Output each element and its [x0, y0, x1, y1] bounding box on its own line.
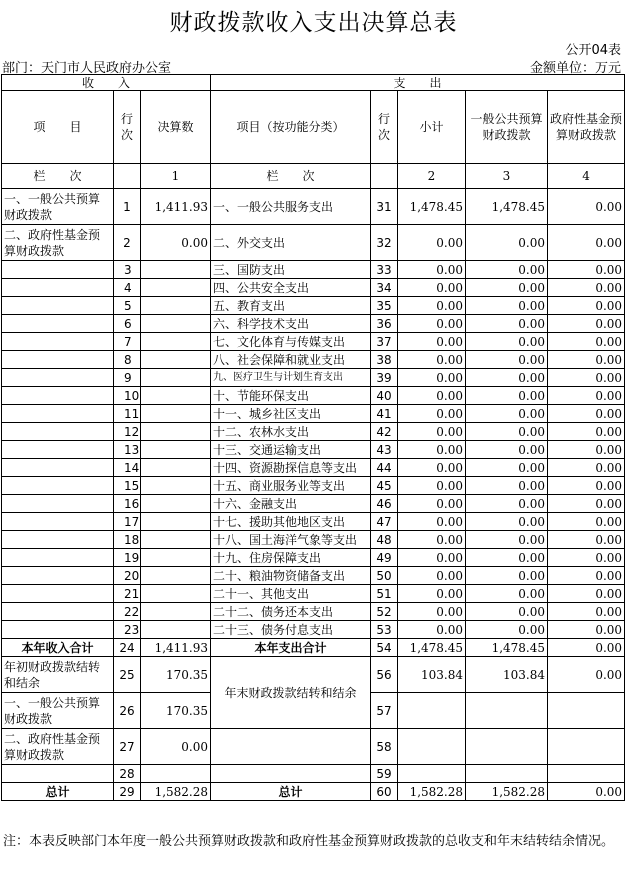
empty-cell	[141, 495, 211, 513]
expense-fund: 0.00	[548, 189, 625, 225]
income-no: 4	[114, 279, 141, 297]
empty-cell	[141, 441, 211, 459]
empty-cell	[2, 333, 114, 351]
expense-general: 0.00	[466, 315, 548, 333]
expense-fund: 0.00	[548, 441, 625, 459]
income-no: 1	[114, 189, 141, 225]
empty-cell	[141, 603, 211, 621]
grand-total-fund: 0.00	[548, 783, 625, 801]
expense-total-no: 54	[371, 639, 398, 657]
income-total-no: 24	[114, 639, 141, 657]
department-label: 部门：天门市人民政府办公室	[2, 61, 172, 76]
expense-no: 38	[371, 351, 398, 369]
empty-cell	[2, 423, 114, 441]
expense-subtotal: 0.00	[398, 603, 466, 621]
budget-table	[1, 74, 625, 801]
expense-item: 十二、农林水支出	[211, 423, 371, 441]
expense-general: 0.00	[466, 225, 548, 261]
grand-total-no-right: 60	[371, 783, 398, 801]
expense-no: 45	[371, 477, 398, 495]
grand-total-no-left: 29	[114, 783, 141, 801]
expense-general: 0.00	[466, 297, 548, 315]
empty-cell	[141, 351, 211, 369]
expense-general: 0.00	[466, 405, 548, 423]
col-item-function: 项目（按功能分类）	[211, 91, 371, 164]
expense-fund: 0.00	[548, 495, 625, 513]
empty-cell	[2, 477, 114, 495]
table-row	[2, 585, 625, 603]
income-no: 13	[114, 441, 141, 459]
expense-no: 48	[371, 531, 398, 549]
income-no: 19	[114, 549, 141, 567]
expense-header: 支 出	[211, 75, 625, 91]
expense-fund: 0.00	[548, 315, 625, 333]
expense-item: 十一、城乡社区支出	[211, 405, 371, 423]
carry-end-subtotal: 103.84	[398, 657, 466, 693]
row-no-28: 28	[114, 765, 141, 783]
empty-cell	[548, 765, 625, 783]
expense-fund: 0.00	[548, 369, 625, 387]
expense-general: 0.00	[466, 279, 548, 297]
expense-general: 0.00	[466, 369, 548, 387]
expense-item: 十四、资源勘探信息等支出	[211, 459, 371, 477]
expense-no: 46	[371, 495, 398, 513]
row-no-59: 59	[371, 765, 398, 783]
expense-general: 0.00	[466, 585, 548, 603]
col-gov-fund: 政府性基金预算财政拨款	[548, 91, 625, 164]
table-row	[2, 369, 625, 387]
empty-cell	[211, 729, 371, 765]
expense-general: 0.00	[466, 387, 548, 405]
income-header: 收 入	[2, 75, 211, 91]
expense-no: 37	[371, 333, 398, 351]
expense-no: 47	[371, 513, 398, 531]
expense-total-subtotal: 1,478.45	[398, 639, 466, 657]
empty-cell	[141, 765, 211, 783]
income-amount: 1,411.93	[141, 189, 211, 225]
expense-general: 0.00	[466, 261, 548, 279]
empty-cell	[141, 423, 211, 441]
expense-item: 八、社会保障和就业支出	[211, 351, 371, 369]
income-no: 23	[114, 621, 141, 639]
income-item: 二、政府性基金预算财政拨款	[2, 225, 114, 261]
empty-cell	[141, 549, 211, 567]
grand-total-label-left: 总计	[2, 783, 114, 801]
empty-cell	[141, 261, 211, 279]
empty-cell	[2, 621, 114, 639]
grand-total-amount-left: 1,582.28	[141, 783, 211, 801]
table-row	[2, 225, 625, 261]
expense-fund: 0.00	[548, 225, 625, 261]
income-total-label: 本年收入合计	[2, 639, 114, 657]
expense-subtotal: 0.00	[398, 621, 466, 639]
table-row	[2, 405, 625, 423]
expense-item: 六、科学技术支出	[211, 315, 371, 333]
expense-subtotal: 0.00	[398, 333, 466, 351]
expense-item: 四、公共安全支出	[211, 279, 371, 297]
expense-no: 51	[371, 585, 398, 603]
carry-fund-label: 二、政府性基金预算财政拨款	[2, 729, 114, 765]
expense-fund: 0.00	[548, 297, 625, 315]
carry-fund-amount: 0.00	[141, 729, 211, 765]
expense-item: 二十一、其他支出	[211, 585, 371, 603]
expense-no: 33	[371, 261, 398, 279]
expense-general: 0.00	[466, 495, 548, 513]
empty-cell	[2, 459, 114, 477]
table-row	[2, 261, 625, 279]
income-no: 20	[114, 567, 141, 585]
empty-cell	[2, 765, 114, 783]
expense-total-fund: 0.00	[548, 639, 625, 657]
expense-subtotal: 0.00	[398, 585, 466, 603]
income-total-amount: 1,411.93	[141, 639, 211, 657]
expense-item: 十八、国土海洋气象等支出	[211, 531, 371, 549]
income-no: 14	[114, 459, 141, 477]
expense-no: 43	[371, 441, 398, 459]
empty-cell	[2, 351, 114, 369]
empty-cell	[2, 549, 114, 567]
income-no: 22	[114, 603, 141, 621]
expense-fund: 0.00	[548, 405, 625, 423]
empty-cell	[141, 477, 211, 495]
table-row	[2, 423, 625, 441]
empty-cell	[141, 459, 211, 477]
expense-no: 31	[371, 189, 398, 225]
empty-cell	[2, 261, 114, 279]
expense-item: 一、一般公共服务支出	[211, 189, 371, 225]
income-no: 15	[114, 477, 141, 495]
empty-cell	[2, 315, 114, 333]
expense-general: 0.00	[466, 351, 548, 369]
income-no: 8	[114, 351, 141, 369]
empty-cell	[141, 297, 211, 315]
empty-cell	[2, 567, 114, 585]
expense-no: 35	[371, 297, 398, 315]
expense-fund: 0.00	[548, 531, 625, 549]
empty-cell	[141, 315, 211, 333]
expense-general: 0.00	[466, 333, 548, 351]
expense-total-label: 本年支出合计	[211, 639, 371, 657]
col-item: 项 目	[2, 91, 114, 164]
expense-no: 49	[371, 549, 398, 567]
income-no: 2	[114, 225, 141, 261]
grand-total-general: 1,582.28	[466, 783, 548, 801]
table-row	[2, 441, 625, 459]
expense-no: 36	[371, 315, 398, 333]
col-final-amount: 决算数	[141, 91, 211, 164]
empty-cell	[2, 585, 114, 603]
grand-total-label-right: 总计	[211, 783, 371, 801]
expense-no: 39	[371, 369, 398, 387]
expense-subtotal: 0.00	[398, 405, 466, 423]
expense-subtotal: 0.00	[398, 441, 466, 459]
expense-item: 二、外交支出	[211, 225, 371, 261]
empty-cell	[141, 567, 211, 585]
expense-subtotal: 0.00	[398, 369, 466, 387]
income-no: 17	[114, 513, 141, 531]
expense-item: 十五、商业服务业等支出	[211, 477, 371, 495]
lan-2: 2	[398, 164, 466, 189]
carry-end-no: 56	[371, 657, 398, 693]
col-subtotal: 小计	[398, 91, 466, 164]
expense-general: 0.00	[466, 513, 548, 531]
expense-no: 42	[371, 423, 398, 441]
empty-cell	[548, 693, 625, 729]
expense-no: 50	[371, 567, 398, 585]
table-row	[2, 189, 625, 225]
income-no: 18	[114, 531, 141, 549]
lan-3: 3	[466, 164, 548, 189]
table-row	[2, 351, 625, 369]
empty-cell	[2, 405, 114, 423]
expense-subtotal: 0.00	[398, 567, 466, 585]
table-row	[2, 549, 625, 567]
empty-cell	[2, 513, 114, 531]
expense-subtotal: 0.00	[398, 315, 466, 333]
table-row	[2, 603, 625, 621]
header-row-columns	[2, 91, 625, 164]
page-title: 财政拨款收入支出决算总表	[169, 10, 458, 36]
expense-item: 二十三、债务付息支出	[211, 621, 371, 639]
table-row	[2, 315, 625, 333]
expense-item: 三、国防支出	[211, 261, 371, 279]
expense-subtotal: 0.00	[398, 477, 466, 495]
table-row	[2, 513, 625, 531]
lan-4: 4	[548, 164, 625, 189]
empty-cell	[2, 297, 114, 315]
expense-subtotal: 0.00	[398, 387, 466, 405]
table-row	[2, 333, 625, 351]
empty-cell	[141, 405, 211, 423]
carry-begin-amount: 170.35	[141, 657, 211, 693]
expense-subtotal: 0.00	[398, 225, 466, 261]
income-no: 10	[114, 387, 141, 405]
income-no: 11	[114, 405, 141, 423]
carry-begin-label: 年初财政拨款结转和结余	[2, 657, 114, 693]
expense-general: 0.00	[466, 549, 548, 567]
expense-no: 53	[371, 621, 398, 639]
carry-general-amount: 170.35	[141, 693, 211, 729]
expense-subtotal: 0.00	[398, 459, 466, 477]
income-no: 16	[114, 495, 141, 513]
table-row	[2, 621, 625, 639]
empty-cell	[371, 164, 398, 189]
empty-cell	[141, 333, 211, 351]
income-item: 一、一般公共预算财政拨款	[2, 189, 114, 225]
table-row	[2, 639, 625, 657]
income-no: 9	[114, 369, 141, 387]
footnote: 注：本表反映部门本年度一般公共预算财政拨款和政府性基金预算财政拨款的总收支和年末结转结余情况。	[3, 834, 615, 849]
expense-general: 0.00	[466, 477, 548, 495]
expense-subtotal: 0.00	[398, 351, 466, 369]
carry-general-label: 一、一般公共预算财政拨款	[2, 693, 114, 729]
empty-cell	[211, 765, 371, 783]
expense-item: 十三、交通运输支出	[211, 441, 371, 459]
expense-fund: 0.00	[548, 387, 625, 405]
empty-cell	[466, 693, 548, 729]
expense-item: 五、教育支出	[211, 297, 371, 315]
income-no: 3	[114, 261, 141, 279]
empty-cell	[2, 441, 114, 459]
expense-fund: 0.00	[548, 585, 625, 603]
col-general-budget: 一般公共预算财政拨款	[466, 91, 548, 164]
expense-fund: 0.00	[548, 567, 625, 585]
carry-general-no: 26	[114, 693, 141, 729]
expense-general: 0.00	[466, 459, 548, 477]
carry-no-58: 58	[371, 729, 398, 765]
table-row	[2, 279, 625, 297]
empty-cell	[141, 279, 211, 297]
expense-fund: 0.00	[548, 621, 625, 639]
table-code: 公开04表	[565, 43, 621, 58]
expense-general: 0.00	[466, 621, 548, 639]
income-no: 21	[114, 585, 141, 603]
empty-cell	[141, 531, 211, 549]
expense-general: 0.00	[466, 603, 548, 621]
expense-total-general: 1,478.45	[466, 639, 548, 657]
expense-subtotal: 0.00	[398, 423, 466, 441]
expense-fund: 0.00	[548, 549, 625, 567]
empty-cell	[548, 729, 625, 765]
expense-item: 十七、援助其他地区支出	[211, 513, 371, 531]
expense-fund: 0.00	[548, 279, 625, 297]
table-row	[2, 387, 625, 405]
expense-subtotal: 1,478.45	[398, 189, 466, 225]
empty-cell	[141, 513, 211, 531]
expense-item: 十六、金融支出	[211, 495, 371, 513]
expense-no: 34	[371, 279, 398, 297]
col-row-no: 行次	[114, 91, 141, 164]
empty-cell	[2, 369, 114, 387]
empty-cell	[141, 585, 211, 603]
empty-cell	[2, 279, 114, 297]
empty-cell	[398, 765, 466, 783]
expense-no: 41	[371, 405, 398, 423]
empty-cell	[141, 387, 211, 405]
amount-unit: 金额单位：万元	[529, 61, 621, 76]
empty-cell	[2, 387, 114, 405]
lan-ci-label: 栏 次	[2, 164, 114, 189]
col-row-no-2: 行次	[371, 91, 398, 164]
expense-fund: 0.00	[548, 351, 625, 369]
table-row	[2, 783, 625, 801]
income-no: 5	[114, 297, 141, 315]
expense-fund: 0.00	[548, 459, 625, 477]
lan-ci-row	[2, 164, 625, 189]
table-row	[2, 567, 625, 585]
header-row-group	[2, 75, 625, 91]
expense-fund: 0.00	[548, 477, 625, 495]
expense-item: 十九、住房保障支出	[211, 549, 371, 567]
table-row	[2, 477, 625, 495]
expense-fund: 0.00	[548, 603, 625, 621]
expense-no: 40	[371, 387, 398, 405]
expense-fund: 0.00	[548, 333, 625, 351]
empty-cell	[398, 729, 466, 765]
expense-subtotal: 0.00	[398, 549, 466, 567]
expense-general: 0.00	[466, 441, 548, 459]
expense-subtotal: 0.00	[398, 513, 466, 531]
expense-subtotal: 0.00	[398, 297, 466, 315]
expense-item: 十、节能环保支出	[211, 387, 371, 405]
empty-cell	[2, 495, 114, 513]
empty-cell	[466, 765, 548, 783]
expense-fund: 0.00	[548, 261, 625, 279]
empty-cell	[466, 729, 548, 765]
expense-subtotal: 0.00	[398, 279, 466, 297]
expense-no: 44	[371, 459, 398, 477]
empty-cell	[114, 164, 141, 189]
carry-no-57: 57	[371, 693, 398, 729]
expense-no: 32	[371, 225, 398, 261]
carry-fund-no: 27	[114, 729, 141, 765]
table-row	[2, 765, 625, 783]
expense-general: 0.00	[466, 531, 548, 549]
expense-fund: 0.00	[548, 513, 625, 531]
empty-cell	[2, 603, 114, 621]
expense-subtotal: 0.00	[398, 495, 466, 513]
table-row	[2, 459, 625, 477]
carry-end-fund: 0.00	[548, 657, 625, 693]
expense-subtotal: 0.00	[398, 531, 466, 549]
carry-end-general: 103.84	[466, 657, 548, 693]
table-row	[2, 729, 625, 765]
empty-cell	[398, 693, 466, 729]
expense-item: 九、医疗卫生与计划生育支出	[211, 369, 371, 387]
table-row	[2, 531, 625, 549]
expense-general: 0.00	[466, 423, 548, 441]
income-no: 6	[114, 315, 141, 333]
table-row	[2, 297, 625, 315]
income-amount: 0.00	[141, 225, 211, 261]
expense-fund: 0.00	[548, 423, 625, 441]
income-no: 12	[114, 423, 141, 441]
grand-total-subtotal: 1,582.28	[398, 783, 466, 801]
empty-cell	[141, 369, 211, 387]
table-row	[2, 495, 625, 513]
empty-cell	[141, 621, 211, 639]
lan-ci-label-2: 栏 次	[211, 164, 371, 189]
table-row	[2, 657, 625, 693]
expense-item: 二十二、债务还本支出	[211, 603, 371, 621]
lan-1: 1	[141, 164, 211, 189]
expense-no: 52	[371, 603, 398, 621]
income-no: 7	[114, 333, 141, 351]
expense-general: 0.00	[466, 567, 548, 585]
expense-general: 1,478.45	[466, 189, 548, 225]
expense-item: 二十、粮油物资储备支出	[211, 567, 371, 585]
expense-item: 七、文化体育与传媒支出	[211, 333, 371, 351]
empty-cell	[2, 531, 114, 549]
expense-subtotal: 0.00	[398, 261, 466, 279]
carry-end-label: 年末财政拨款结转和结余	[211, 657, 371, 729]
carry-begin-no: 25	[114, 657, 141, 693]
